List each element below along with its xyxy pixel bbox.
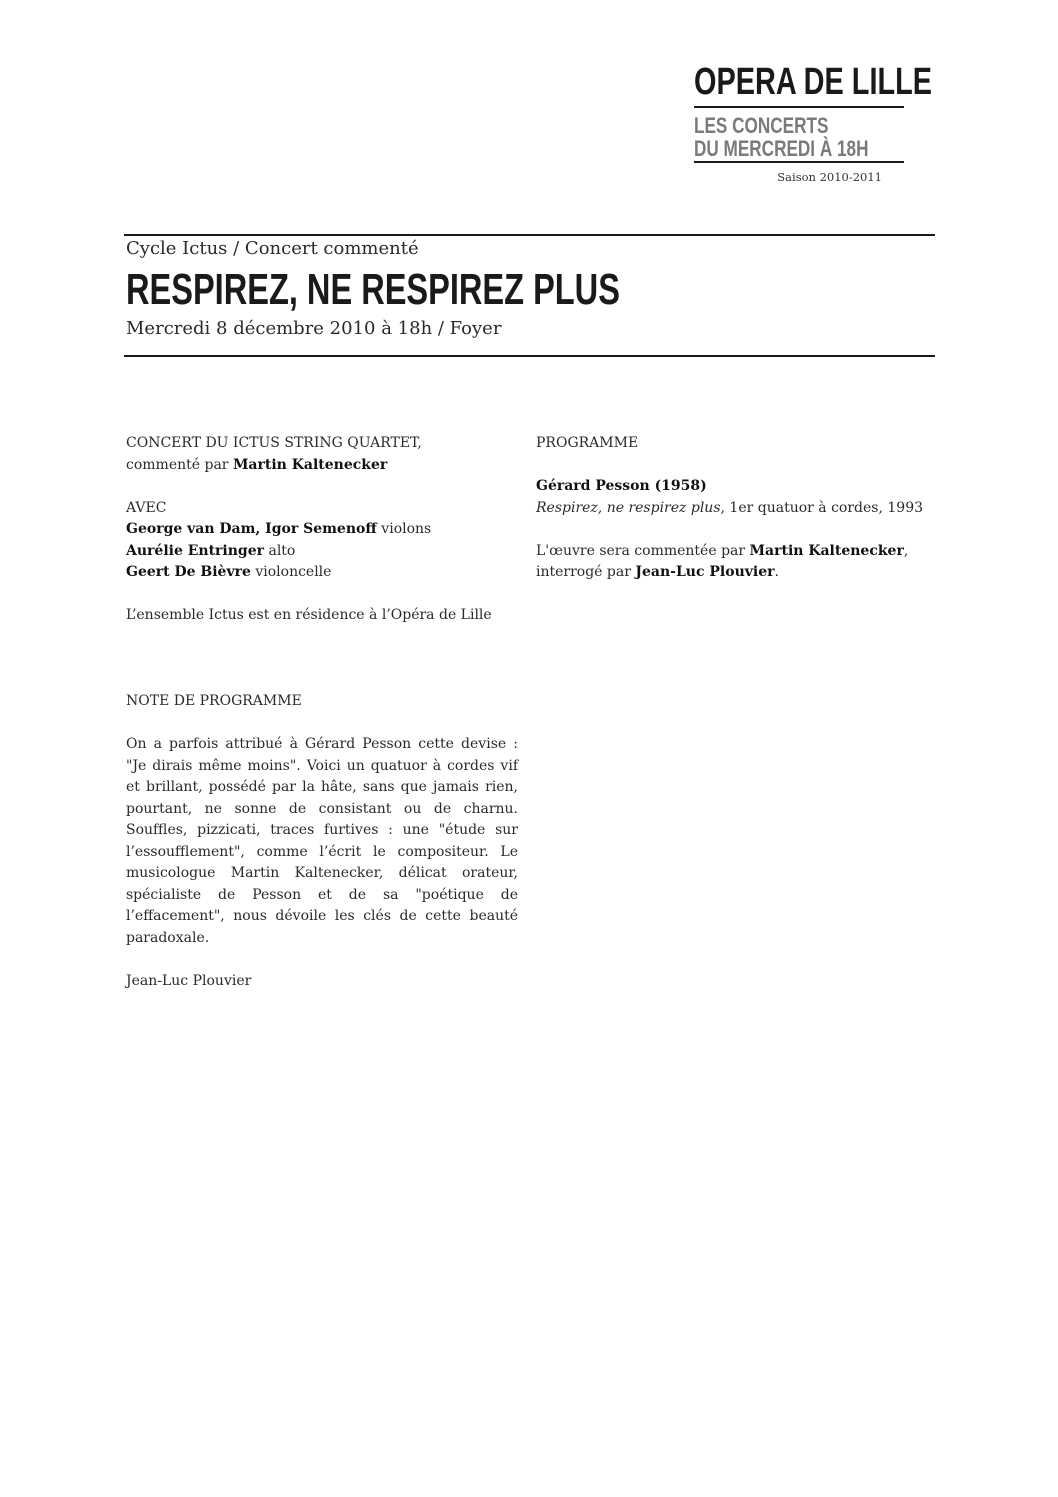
concert-title: RESPIREZ, NE RESPIREZ PLUS (126, 265, 620, 314)
programme-heading: PROGRAMME (536, 435, 639, 451)
comment-line (536, 541, 936, 563)
work-line (536, 498, 936, 520)
commentator-name: Martin Kaltenecker (232, 456, 388, 473)
work-title: Respirez, ne respirez plus (536, 499, 721, 516)
comment-mid: , (903, 542, 909, 559)
title-rule-top (124, 234, 935, 236)
concert-heading: CONCERT DU ICTUS STRING QUARTET, (126, 435, 422, 451)
performer-line (126, 519, 518, 541)
interview-prefix: interrogé par (536, 564, 636, 580)
performer-line (126, 541, 518, 563)
right-column (536, 433, 936, 584)
brand-subtitle-line2: DU MERCREDI À 18H (694, 136, 869, 161)
composer-name: Gérard Pesson (1958) (536, 478, 707, 494)
composer-line (536, 476, 936, 498)
avec-heading: AVEC (126, 499, 167, 516)
residence-note: L’ensemble Ictus est en résidence à l’Opéra de Lille (126, 607, 492, 623)
brand-divider (694, 106, 904, 108)
comment-person: Martin Kaltenecker (749, 542, 904, 559)
performer-names: Aurélie Entringer (126, 542, 265, 559)
performer-names: Geert De Bièvre (126, 564, 251, 580)
note-paragraph: On a parfois attribué à Gérard Pesson cette devise : "Je dirais même moins". Voici un quatuor à cordes vif et brillant, possédé par la hâte, sans que jamais rien, pourtant, ne sonne de consistant ou de charnu. Souffles, pizzicati, traces furtives : une "étude sur l’essoufflement", comme l’écrit le compositeur. Le musicologue Martin Kaltenecker, délicat orateur, spécialiste de Pesson et de sa "poétique de l’effacement", nous dévoile les clés de cette beauté paradoxale. (126, 736, 518, 946)
cycle-label: Cycle Ictus / Concert commenté (126, 238, 419, 259)
left-column (126, 433, 518, 992)
performer-names: George van Dam, Igor Semenoff (126, 521, 377, 537)
brand-title: OPERA DE LILLE (694, 61, 933, 103)
comment-prefix: L'œuvre sera commentée par (536, 542, 750, 559)
work-detail: , 1er quatuor à cordes, 1993 (720, 499, 924, 516)
brand-subtitle (694, 114, 868, 160)
brand-subtitle-line1: LES CONCERTS (694, 113, 829, 138)
interview-suffix: . (774, 564, 779, 580)
performer-role: violoncelle (250, 564, 332, 580)
interview-person: Jean-Luc Plouvier (635, 564, 775, 580)
date-location: Mercredi 8 décembre 2010 à 18h / Foyer (126, 318, 502, 339)
commented-prefix: commenté par (126, 456, 233, 473)
performer-role: alto (264, 542, 296, 559)
commentator-line (126, 455, 518, 477)
note-author: Jean-Luc Plouvier (126, 972, 252, 989)
title-rule-bottom (124, 355, 935, 357)
brand-divider-bottom (694, 161, 904, 163)
note-heading: NOTE DE PROGRAMME (126, 693, 302, 709)
season-label: Saison 2010-2011 (777, 170, 882, 184)
performer-role: violons (376, 521, 432, 537)
performer-line (126, 562, 518, 584)
interview-line (536, 562, 936, 584)
